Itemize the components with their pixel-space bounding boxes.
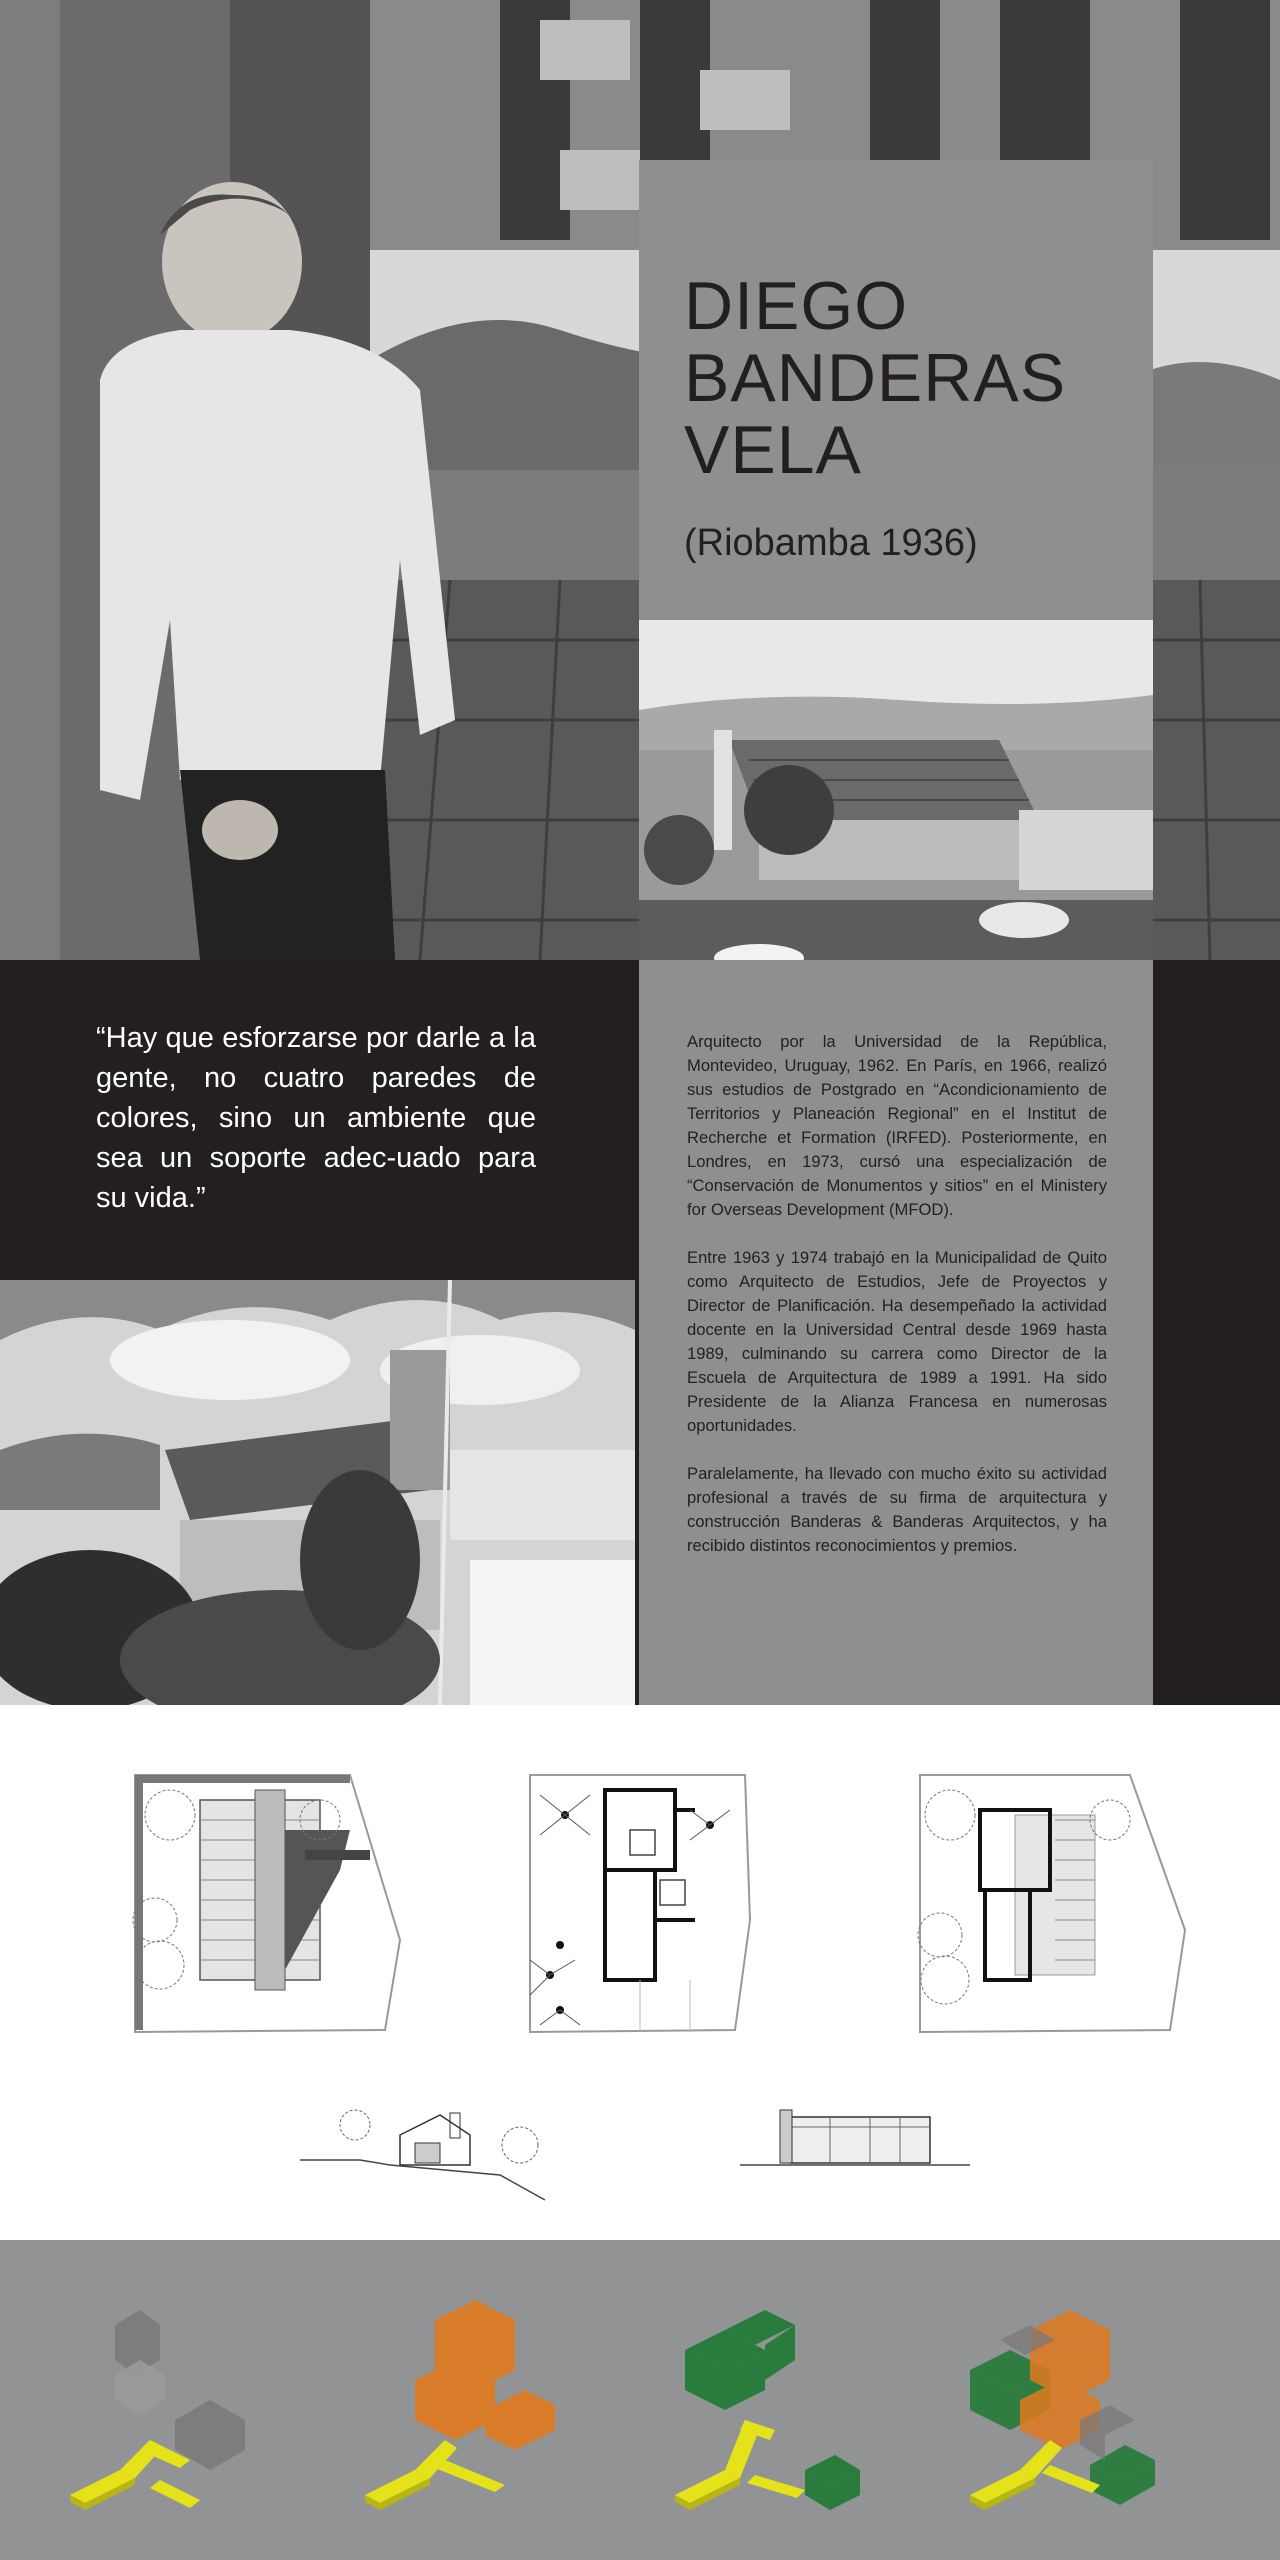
volume-diagram-green <box>665 2300 905 2520</box>
biography-paragraph: Paralelamente, ha llevado con mucho éxito su actividad profesional a través de su firma de arquitectura y construcción Banderas & Banderas Arquitectos, y ha recibido distintos reconocimientos y premios. <box>687 1464 1107 1555</box>
upper-floor-plan-drawing <box>915 1770 1195 2040</box>
architect-name-line: VELA <box>684 412 862 488</box>
biography-paragraph: Entre 1963 y 1974 trabajó en la Municipalidad de Quito como Arquitecto de Estudios, Jefe de Proyectos y Director de Planificación. Ha desempeñado la actividad docente en la Universidad Central desde 1969 hasta 1989, culminando su carrera como Director de la Escuela de Arquitectura de 1989 a 1991. Ha sido Presidente de la Alianza Francesa en numerosas oportunidades. <box>687 1248 1107 1435</box>
roof-plan-drawing <box>110 1770 410 2040</box>
house-aerial-photo <box>639 620 1153 960</box>
site-section-drawing <box>300 2105 560 2205</box>
architect-quote: “Hay que esforzarse por darle a la gente, no cuatro paredes de colores, sino un ambiente que sea un soporte adec-uado para su vida.” <box>96 1022 536 1214</box>
architect-name-line: BANDERAS <box>684 340 1067 416</box>
birth-place-year: (Riobamba 1936) <box>684 522 978 564</box>
volume-diagram-gray <box>60 2300 300 2520</box>
house-garden-photo <box>0 1280 635 1705</box>
architect-name-line: DIEGO <box>684 268 909 344</box>
building-elevation-drawing <box>740 2105 970 2175</box>
biography-text <box>687 1030 1107 1582</box>
volume-diagram-orange <box>355 2300 595 2520</box>
biography-paragraph: Arquitecto por la Universidad de la República, Montevideo, Uruguay, 1962. En París, en 1966, realizó sus estudios de Postgrado en “Acondicionamiento de Territorios y Planeación Regional” en el Institut de Recherche et Formation (IRFED). Posteriormente, en Londres, en 1973, cursó una especialización de “Conservación de Monumentos y sitios” en el Ministery for Overseas Development (MFOD). <box>687 1032 1107 1219</box>
architect-name <box>684 270 1144 486</box>
ground-floor-plan-drawing <box>520 1770 770 2040</box>
volume-diagram-combined <box>960 2300 1200 2520</box>
